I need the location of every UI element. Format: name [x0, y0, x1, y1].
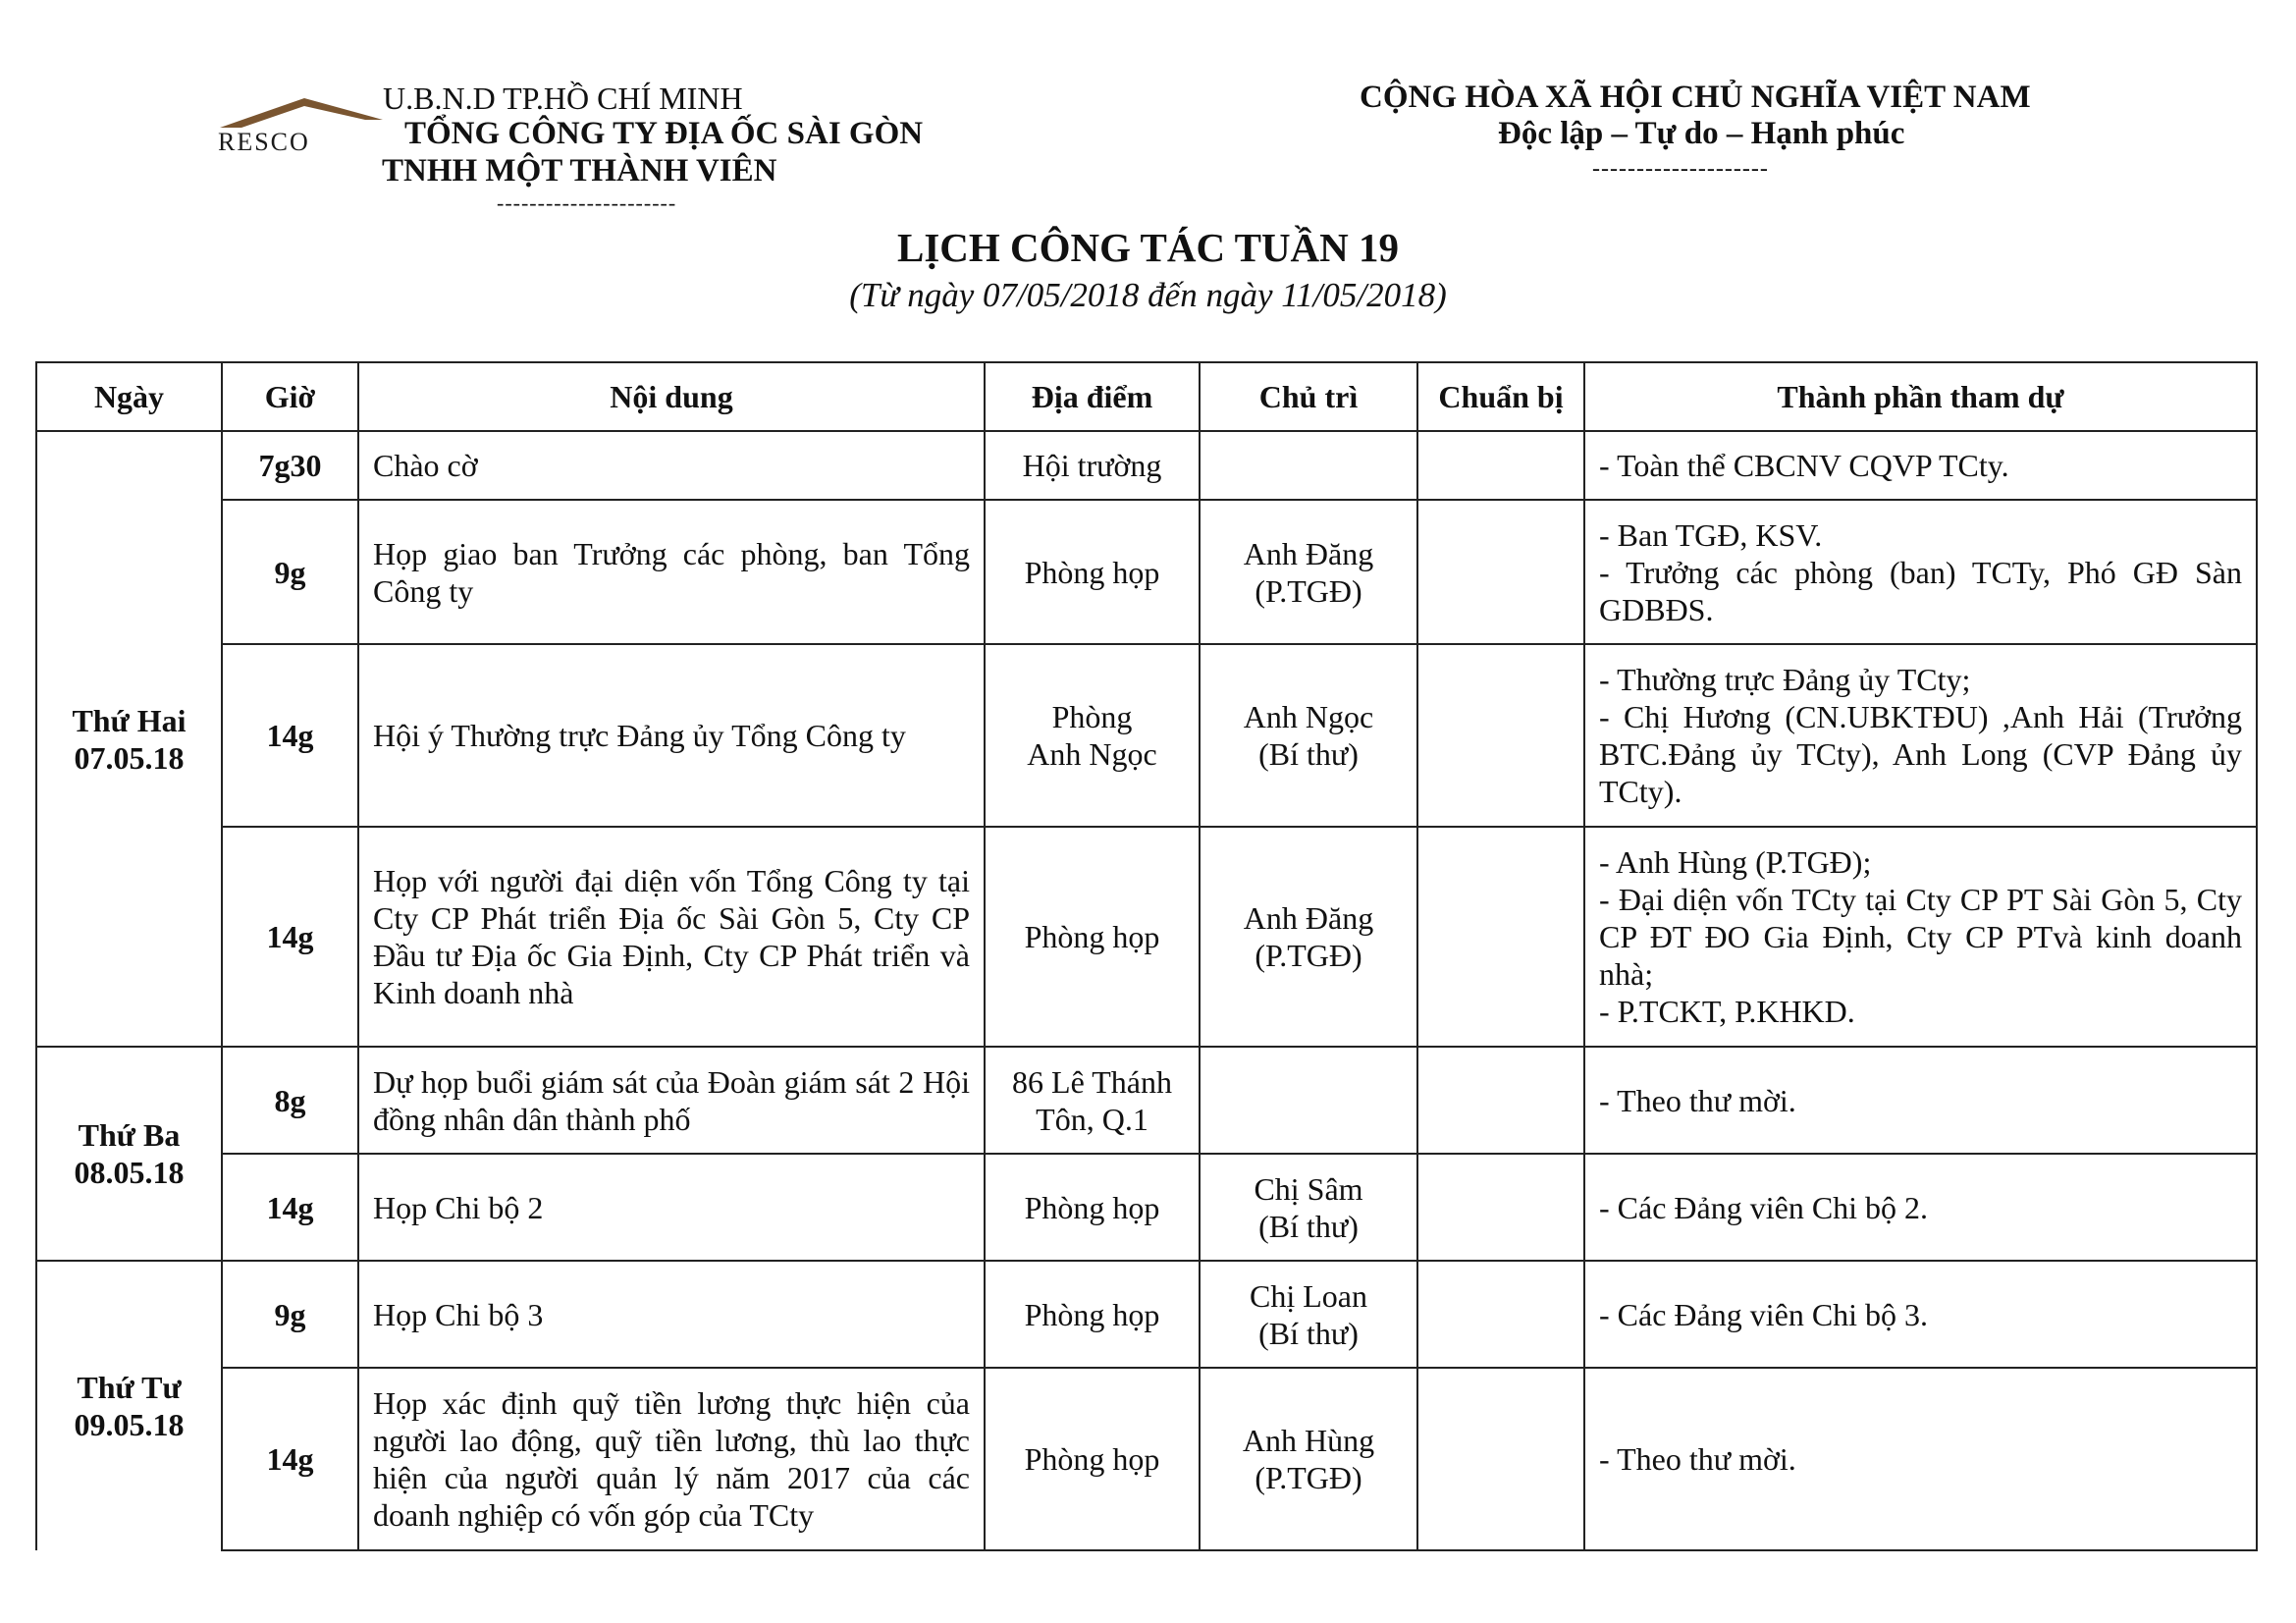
content-cell: Hội ý Thường trực Đảng ủy Tổng Công ty	[358, 644, 985, 827]
place-cell	[985, 1154, 1200, 1261]
attendees-cell	[1584, 644, 2257, 827]
attendee-line: - Ban TGĐ, KSV.	[1599, 516, 1823, 553]
content-cell: Họp với người đại diện vốn Tổng Công ty tại Cty CP Phát triển Địa ốc Sài Gòn 5, Cty CP Đầu tư Địa ốc Gia Định, Cty CP Phát triển và Kinh doanh nhà	[358, 827, 985, 1047]
attendee-line: - Anh Hùng (P.TGĐ);	[1599, 844, 1872, 880]
prep-cell	[1417, 431, 1584, 500]
org-name: TỔNG CÔNG TY ĐỊA ỐC SÀI GÒN	[404, 116, 924, 151]
table-row	[36, 1154, 2257, 1261]
chair-title: (P.TGĐ)	[1255, 572, 1362, 609]
roof-logo-icon	[218, 94, 385, 130]
day-date: 09.05.18	[74, 1407, 185, 1442]
time-cell: 14g	[222, 644, 358, 827]
table-row	[36, 1047, 2257, 1154]
chair-title: (P.TGĐ)	[1255, 938, 1362, 973]
chair-title: (Bí thư)	[1258, 1208, 1359, 1244]
day-weekday: Thứ Tư	[77, 1370, 182, 1405]
column-header-day: Ngày	[36, 362, 222, 431]
content-cell: Dự họp buổi giám sát của Đoàn giám sát 2 Hội đồng nhân dân thành phố	[358, 1047, 985, 1154]
place-cell	[985, 1047, 1200, 1154]
attendee-line: - Trưởng các phòng (ban) TCTy, Phó GĐ Sàn GDBĐS.	[1599, 554, 2242, 627]
prep-cell	[1417, 1154, 1584, 1261]
table-header-row	[36, 362, 2257, 431]
attendees-cell	[1584, 1047, 2257, 1154]
column-header-chair: Chủ trì	[1200, 362, 1417, 431]
time-cell: 9g	[222, 500, 358, 644]
attendee-line: - Đại diện vốn TCty tại Cty CP PT Sài Gòn 5, Cty CP ĐT ĐO Gia Định, Cty CP PTvà kinh doanh nhà;	[1599, 882, 2242, 992]
place-cell	[985, 644, 1200, 827]
attendees-cell	[1584, 500, 2257, 644]
table-row	[36, 1368, 2257, 1550]
table-row	[36, 431, 2257, 500]
content-cell: Họp Chi bộ 2	[358, 1154, 985, 1261]
place-line: Phòng họp	[1024, 1189, 1160, 1225]
chair-cell	[1200, 827, 1417, 1047]
place-cell	[985, 500, 1200, 644]
attendees-cell	[1584, 1368, 2257, 1550]
prep-cell	[1417, 827, 1584, 1047]
attendee-line: - Các Đảng viên Chi bộ 3.	[1599, 1296, 1929, 1332]
place-line: Anh Ngọc	[1027, 736, 1157, 772]
time-cell: 14g	[222, 1154, 358, 1261]
day-date: 07.05.18	[74, 739, 185, 776]
time-cell: 7g30	[222, 431, 358, 500]
prep-cell	[1417, 1047, 1584, 1154]
time-cell: 9g	[222, 1261, 358, 1368]
attendee-line: - Toàn thể CBCNV CQVP TCty.	[1599, 448, 2009, 483]
chair-cell	[1200, 1368, 1417, 1550]
chair-cell	[1200, 1261, 1417, 1368]
prep-cell	[1417, 644, 1584, 827]
document-subtitle: (Từ ngày 07/05/2018 đến ngày 11/05/2018)	[849, 276, 1447, 314]
chair-title: (Bí thư)	[1258, 736, 1359, 772]
place-line: Phòng họp	[1024, 554, 1160, 590]
org-divider: ----------------------	[497, 190, 677, 215]
prep-cell	[1417, 500, 1584, 644]
place-line: Phòng họp	[1024, 919, 1160, 954]
column-header-content: Nội dung	[358, 362, 985, 431]
place-cell	[985, 1368, 1200, 1550]
place-line: 86 Lê Thánh	[1012, 1063, 1172, 1100]
logo-wordmark: RESCO	[218, 128, 310, 156]
table-row	[36, 1261, 2257, 1368]
content-cell: Họp giao ban Trưởng các phòng, ban Tổng Công ty	[358, 500, 985, 644]
place-cell	[985, 1261, 1200, 1368]
chair-name: Chị Sâm	[1254, 1170, 1363, 1207]
column-header-prep: Chuẩn bị	[1417, 362, 1584, 431]
attendee-line: - Chị Hương (CN.UBKTĐU) ,Anh Hải (Trưởng BTC.Đảng ủy TCty), Anh Long (CVP Đảng ủy TCty).	[1599, 699, 2242, 809]
chair-name: Anh Hùng	[1242, 1423, 1375, 1458]
table-row	[36, 500, 2257, 644]
time-cell: 14g	[222, 1368, 358, 1550]
day-weekday: Thứ Ba	[78, 1117, 181, 1153]
nation-name: CỘNG HÒA XÃ HỘI CHỦ NGHĨA VIỆT NAM	[1360, 80, 2031, 115]
day-cell	[36, 1261, 222, 1550]
attendee-line: - Theo thư mời.	[1599, 1082, 1796, 1118]
table-row	[36, 644, 2257, 827]
attendees-cell	[1584, 827, 2257, 1047]
day-cell	[36, 1047, 222, 1261]
chair-cell	[1200, 500, 1417, 644]
attendee-line: - P.TCKT, P.KHKD.	[1599, 994, 1855, 1029]
place-line: Phòng họp	[1024, 1441, 1160, 1477]
column-header-place: Địa điểm	[985, 362, 1200, 431]
place-line: Tôn, Q.1	[1036, 1101, 1148, 1137]
day-cell	[36, 431, 222, 1047]
nation-divider: --------------------	[1592, 156, 1769, 182]
org-authority: U.B.N.D TP.HỒ CHÍ MINH	[383, 81, 743, 116]
prep-cell	[1417, 1261, 1584, 1368]
chair-name: Anh Đăng	[1243, 535, 1374, 571]
chair-cell	[1200, 644, 1417, 827]
chair-name: Anh Ngọc	[1243, 699, 1374, 734]
chair-name: Chị Loan	[1250, 1277, 1367, 1314]
place-cell	[985, 827, 1200, 1047]
table-row	[36, 827, 2257, 1047]
column-header-time: Giờ	[222, 362, 358, 431]
chair-title: (P.TGĐ)	[1255, 1460, 1362, 1495]
chair-title: (Bí thư)	[1258, 1315, 1359, 1351]
schedule-table	[35, 361, 2258, 1551]
attendee-line: - Các Đảng viên Chi bộ 2.	[1599, 1189, 1929, 1225]
column-header-attendees: Thành phần tham dự	[1584, 362, 2257, 431]
nation-motto: Độc lập – Tự do – Hạnh phúc	[1498, 116, 1905, 151]
document-title: LỊCH CÔNG TÁC TUẦN 19	[896, 225, 1400, 270]
attendee-line: - Theo thư mời.	[1599, 1441, 1796, 1477]
chair-cell	[1200, 431, 1417, 500]
place-line: Phòng	[1051, 699, 1133, 734]
content-cell: Họp Chi bộ 3	[358, 1261, 985, 1368]
attendees-cell	[1584, 1261, 2257, 1368]
chair-cell	[1200, 1154, 1417, 1261]
place-line: Hội trường	[1022, 448, 1162, 483]
chair-name: Anh Đăng	[1243, 900, 1374, 936]
chair-cell	[1200, 1047, 1417, 1154]
day-weekday: Thứ Hai	[72, 702, 187, 738]
time-cell: 8g	[222, 1047, 358, 1154]
place-cell	[985, 431, 1200, 500]
attendee-line: - Thường trực Đảng ủy TCty;	[1599, 662, 1971, 697]
attendees-cell	[1584, 1154, 2257, 1261]
content-cell: Chào cờ	[358, 431, 985, 500]
attendees-cell	[1584, 431, 2257, 500]
time-cell: 14g	[222, 827, 358, 1047]
content-cell: Họp xác định quỹ tiền lương thực hiện của người lao động, quỹ tiền lương, thù lao thực hiện của người quản lý năm 2017 của các doanh nghiệp có vốn góp của TCty	[358, 1368, 985, 1550]
place-line: Phòng họp	[1024, 1296, 1160, 1332]
prep-cell	[1417, 1368, 1584, 1550]
company-logo	[218, 94, 385, 155]
day-date: 08.05.18	[74, 1155, 185, 1190]
org-type: TNHH MỘT THÀNH VIÊN	[382, 153, 777, 189]
